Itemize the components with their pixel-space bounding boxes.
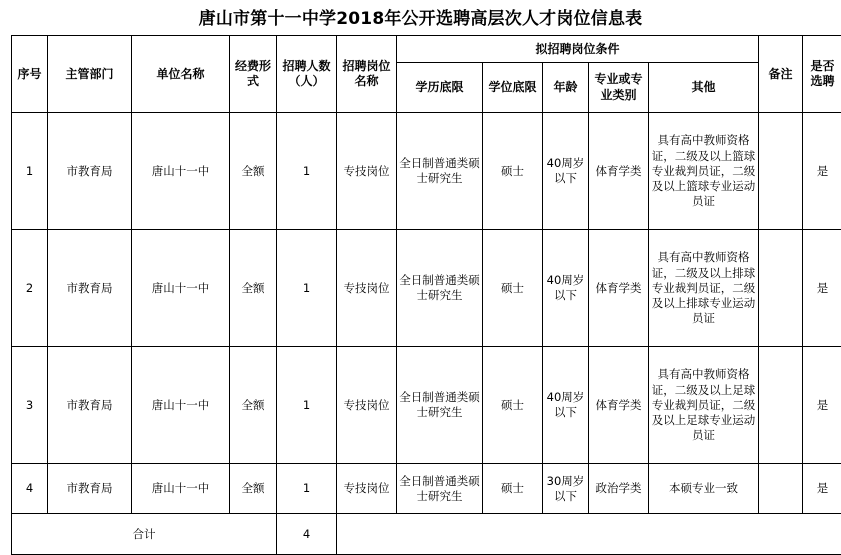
table-row: [12, 113, 841, 230]
cell-dept: 市教育局: [48, 113, 132, 230]
cell-major: 体育学类: [589, 230, 649, 347]
cell-degree: 硕士: [483, 113, 543, 230]
column-header-remark: 备注: [759, 36, 803, 113]
cell-seq: 3: [12, 347, 48, 464]
column-header-post: 招聘岗位名称: [337, 36, 397, 113]
cell-seq: 1: [12, 113, 48, 230]
recruitment-info-table: [11, 35, 841, 555]
column-header-age: 年龄: [543, 63, 589, 113]
cell-other: 具有高中教师资格证，二级及以上排球专业裁判员证，二级及以上排球专业运动员证: [649, 230, 759, 347]
column-header-count: 招聘人数（人）: [277, 36, 337, 113]
cell-other: 具有高中教师资格证，二级及以上篮球专业裁判员证，二级及以上篮球专业运动员证: [649, 113, 759, 230]
table-head: [12, 36, 841, 113]
cell-count: 1: [277, 230, 337, 347]
cell-post: 专技岗位: [337, 113, 397, 230]
total-label: 合计: [12, 514, 277, 555]
cell-degree: 硕士: [483, 464, 543, 514]
column-header-fund: 经费形式: [230, 36, 277, 113]
cell-degree: 硕士: [483, 347, 543, 464]
cell-selected: 是: [803, 347, 841, 464]
cell-edu: 全日制普通类硕士研究生: [397, 230, 483, 347]
column-header-degree: 学位底限: [483, 63, 543, 113]
cell-edu: 全日制普通类硕士研究生: [397, 464, 483, 514]
cell-post: 专技岗位: [337, 230, 397, 347]
cell-fund: 全额: [230, 230, 277, 347]
cell-age: 40周岁以下: [543, 113, 589, 230]
table-container: [0, 35, 841, 555]
cell-age: 30周岁以下: [543, 464, 589, 514]
cell-count: 1: [277, 464, 337, 514]
cell-unit: 唐山十一中: [132, 347, 230, 464]
cell-edu: 全日制普通类硕士研究生: [397, 113, 483, 230]
column-group-header-conditions: 拟招聘岗位条件: [397, 36, 759, 63]
cell-unit: 唐山十一中: [132, 113, 230, 230]
column-header-other: 其他: [649, 63, 759, 113]
total-rest: [337, 514, 841, 555]
cell-unit: 唐山十一中: [132, 464, 230, 514]
cell-age: 40周岁以下: [543, 230, 589, 347]
table-row: [12, 230, 841, 347]
cell-age: 40周岁以下: [543, 347, 589, 464]
cell-remark: [759, 347, 803, 464]
cell-major: 体育学类: [589, 347, 649, 464]
cell-remark: [759, 113, 803, 230]
cell-count: 1: [277, 113, 337, 230]
cell-other: 本硕专业一致: [649, 464, 759, 514]
cell-selected: 是: [803, 230, 841, 347]
column-header-unit: 单位名称: [132, 36, 230, 113]
column-header-dept: 主管部门: [48, 36, 132, 113]
cell-fund: 全额: [230, 113, 277, 230]
cell-edu: 全日制普通类硕士研究生: [397, 347, 483, 464]
cell-degree: 硕士: [483, 230, 543, 347]
cell-seq: 4: [12, 464, 48, 514]
cell-seq: 2: [12, 230, 48, 347]
table-row: [12, 464, 841, 514]
cell-post: 专技岗位: [337, 347, 397, 464]
column-header-edu: 学历底限: [397, 63, 483, 113]
cell-selected: 是: [803, 464, 841, 514]
cell-major: 体育学类: [589, 113, 649, 230]
cell-remark: [759, 464, 803, 514]
header-row-top: [12, 36, 841, 63]
total-count: 4: [277, 514, 337, 555]
cell-dept: 市教育局: [48, 230, 132, 347]
cell-other: 具有高中教师资格证，二级及以上足球专业裁判员证，二级及以上足球专业运动员证: [649, 347, 759, 464]
column-header-major: 专业或专业类别: [589, 63, 649, 113]
cell-count: 1: [277, 347, 337, 464]
cell-fund: 全额: [230, 464, 277, 514]
table-row: [12, 347, 841, 464]
cell-dept: 市教育局: [48, 347, 132, 464]
page-title: 唐山市第十一中学2018年公开选聘高层次人才岗位信息表: [0, 0, 841, 35]
cell-fund: 全额: [230, 347, 277, 464]
cell-post: 专技岗位: [337, 464, 397, 514]
cell-dept: 市教育局: [48, 464, 132, 514]
total-row: [12, 514, 841, 555]
column-header-seq: 序号: [12, 36, 48, 113]
cell-remark: [759, 230, 803, 347]
cell-selected: 是: [803, 113, 841, 230]
cell-major: 政治学类: [589, 464, 649, 514]
column-header-selected: 是否选聘: [803, 36, 841, 113]
cell-unit: 唐山十一中: [132, 230, 230, 347]
table-body: [12, 113, 841, 555]
